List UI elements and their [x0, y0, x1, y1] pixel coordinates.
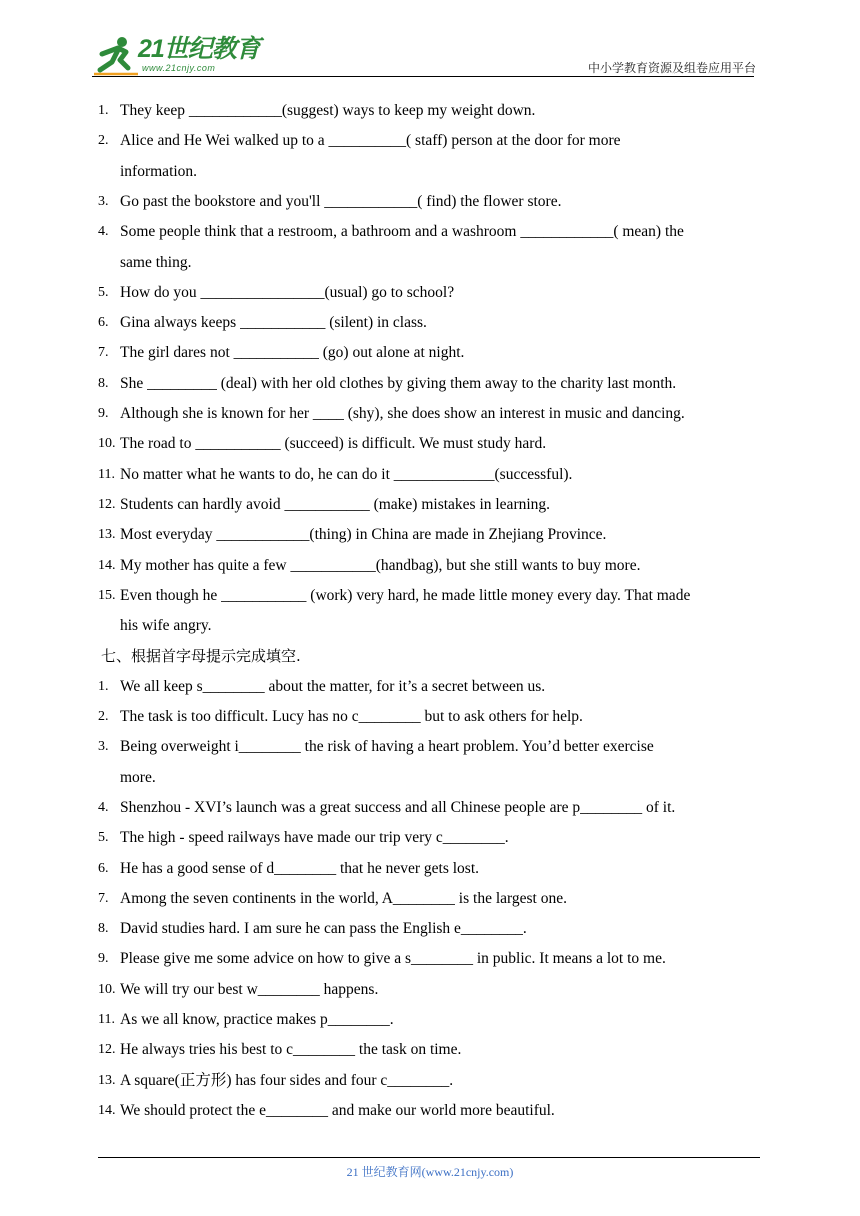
question-number: 9. [98, 951, 109, 967]
question-text: She _________ (deal) with her old clothes by giving them away to the charity last month. [120, 374, 677, 392]
question-number: 3. [98, 193, 109, 209]
question-number: 12. [98, 1042, 116, 1058]
question-text-continued: his wife angry. [120, 617, 212, 635]
question-text: My mother has quite a few ___________(handbag), but she still wants to buy more. [120, 556, 641, 574]
question-text: How do you ________________(usual) go to school? [120, 283, 455, 301]
question-text: Although she is known for her ____ (shy), she does show an interest in music and dancing. [120, 405, 685, 422]
question-number: 12. [98, 496, 116, 512]
question-text: We should protect the e________ and make our world more beautiful. [120, 1101, 555, 1119]
question-number: 7. [98, 345, 109, 361]
question-text: Alice and He Wei walked up to a __________( staff) person at the door for more [120, 132, 621, 150]
question-text: Go past the bookstore and you'll ____________( find) the flower store. [120, 192, 562, 210]
question-text: As we all know, practice makes p________. [120, 1011, 394, 1028]
question-text: Even though he ___________ (work) very hard, he made little money every day. That made [120, 586, 691, 604]
question-text: Being overweight i________ the risk of having a heart problem. You’d better exercise [120, 738, 654, 756]
question-text: They keep ____________(suggest) ways to keep my weight down. [120, 102, 536, 119]
question-number: 11. [98, 466, 115, 482]
logo-url: www.21cnjy.com [142, 63, 216, 73]
question-number: 8. [98, 375, 109, 391]
question-number: 5. [98, 284, 109, 300]
question-number: 13. [98, 1072, 116, 1088]
question-text: The road to ___________ (succeed) is difficult. We must study hard. [120, 435, 547, 453]
question-number: 4. [98, 799, 109, 815]
question-number: 15. [98, 587, 116, 603]
question-number: 13. [98, 527, 116, 543]
question-text: Most everyday ____________(thing) in China are made in Zhejiang Province. [120, 526, 607, 544]
question-text-continued: more. [120, 768, 156, 786]
question-number: 10. [98, 981, 116, 997]
question-text: Shenzhou - XVI’s launch was a great success and all Chinese people are p________ of it. [120, 798, 676, 816]
question-text: Some people think that a restroom, a bathroom and a washroom ____________( mean) the [120, 223, 684, 241]
question-number: 2. [98, 709, 109, 724]
footer-text: 21 世纪教育网(www.21cnjy.com) [346, 1165, 514, 1179]
question-number: 14. [98, 1102, 116, 1118]
logo-text: 21世纪教育 [138, 35, 260, 63]
question-text: We all keep s________ about the matter, for it’s a secret between us. [120, 677, 546, 695]
question-number: 1. [98, 678, 109, 694]
question-number: 9. [98, 406, 109, 421]
question-number: 14. [98, 557, 116, 573]
section-title: 七、根据首字母提示完成填空. [101, 647, 301, 666]
question-text: The high - speed railways have made our trip very c________. [120, 829, 509, 847]
question-number: 7. [98, 890, 109, 906]
question-text: No matter what he wants to do, he can do it _____________(successful). [120, 465, 573, 483]
question-text: The task is too difficult. Lucy has no c________ but to ask others for help. [120, 708, 583, 725]
question-text: He always tries his best to c________ the task on time. [120, 1041, 462, 1059]
question-text: David studies hard. I am sure he can pass the English e________. [120, 920, 527, 938]
question-number: 6. [98, 860, 109, 876]
question-text: We will try our best w________ happens. [120, 980, 379, 998]
question-number: 3. [98, 739, 109, 755]
page-header [0, 0, 860, 80]
question-text: A square(正方形) has four sides and four c________. [120, 1071, 454, 1089]
question-text-continued: information. [120, 162, 198, 180]
runner-logo-icon [92, 34, 140, 78]
question-number: 1. [98, 103, 109, 118]
question-number: 6. [98, 315, 109, 331]
question-number: 4. [98, 224, 109, 240]
question-number: 5. [98, 830, 109, 846]
header-divider [92, 76, 754, 77]
question-text: He has a good sense of d________ that he never gets lost. [120, 859, 480, 877]
question-number: 2. [98, 133, 109, 149]
footer-divider [98, 1157, 760, 1158]
question-text: Gina always keeps ___________ (silent) in class. [120, 314, 427, 332]
question-text: Please give me some advice on how to give a s________ in public. It means a lot to me. [120, 950, 666, 968]
question-number: 10. [98, 436, 116, 452]
question-text: Students can hardly avoid ___________ (make) mistakes in learning. [120, 495, 551, 513]
platform-title: 中小学教育资源及组卷应用平台 [587, 61, 756, 75]
question-number: 8. [98, 921, 109, 937]
question-number: 11. [98, 1012, 115, 1027]
question-text: Among the seven continents in the world, A________ is the largest one. [120, 889, 567, 907]
question-text: The girl dares not ___________ (go) out alone at night. [120, 344, 465, 362]
logo [92, 34, 267, 78]
question-text-continued: same thing. [120, 253, 192, 271]
